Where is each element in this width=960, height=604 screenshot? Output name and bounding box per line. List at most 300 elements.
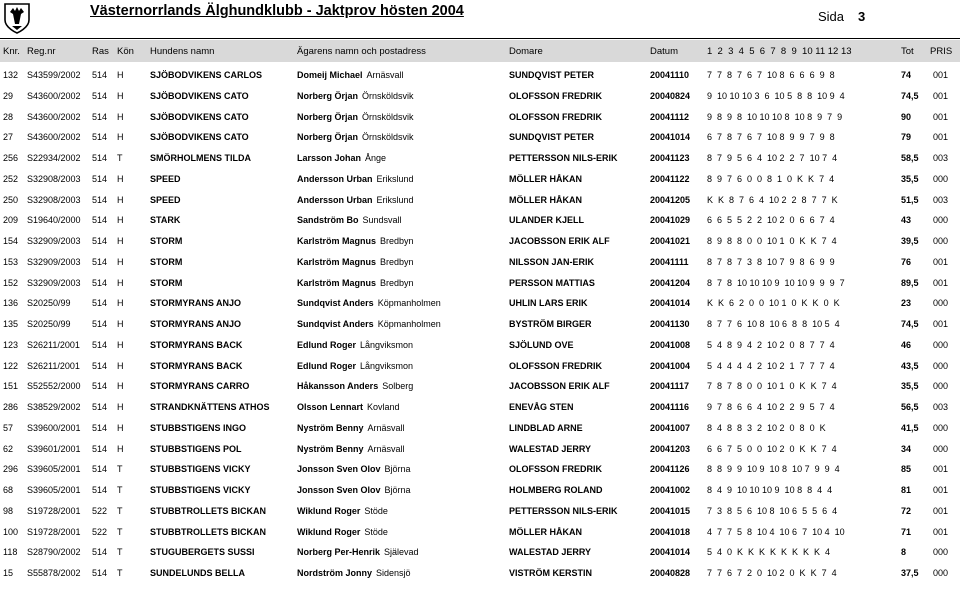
cell-knr: 209 [3,215,19,226]
cell-hund: SJÖBODVIKENS CATO [150,111,249,122]
cell-pris: 000 [933,568,949,578]
cell-scores: K K 8 7 6 4 10 2 2 8 7 7 K [707,194,838,205]
cell-scores: 6 7 8 7 6 7 10 8 9 9 7 9 8 [707,132,835,143]
cell-datum: 20041015 [650,505,691,516]
cell-scores: 6 6 5 5 2 2 10 2 0 6 6 7 4 [707,215,835,226]
cell-town: Bredbyn [380,236,414,246]
cell-hund: STUBBSTIGENS VICKY [150,464,251,475]
cell-owner: Norberg Örjan [297,132,359,143]
cell-scores: 9 8 9 8 10 10 10 8 10 8 9 7 9 [707,111,843,122]
cell-owner: Sundqvist Anders [297,319,374,329]
cell-owner: Larsson Johan [297,153,362,163]
cell-owner: Domeij Michael [297,70,363,80]
col-ras: Ras [92,46,109,57]
cell-ras: 514 [92,360,108,371]
cell-regnr: S32908/2003 [27,194,81,205]
cell-pris: 001 [933,277,949,288]
cell-ras: 514 [92,132,108,143]
cell-datum: 20041126 [650,464,690,475]
cell-domare: OLOFSSON FREDRIK [509,111,603,122]
table-row [0,274,960,295]
cell-hund: STUBBSTIGENS POL [150,443,242,454]
cell-knr: 296 [3,464,19,475]
cell-datum: 20041007 [650,422,691,433]
cell-knr: 135 [3,319,19,329]
cell-datum: 20041204 [650,277,691,288]
table-row [0,211,960,232]
cell-regnr: S39601/2001 [27,443,81,454]
cell-owner: Karlström Magnus [297,277,377,288]
cell-scores: 7 7 6 7 2 0 10 2 0 K K 7 4 [707,568,837,578]
cell-owner: Nordström Jonny [297,568,373,578]
cell-scores: 4 7 7 5 8 10 4 10 6 7 10 4 10 [707,526,845,537]
cell-ras: 514 [92,70,108,80]
table-row [0,419,960,440]
cell-town: Solberg [382,381,414,392]
cell-domare: BYSTRÖM BIRGER [509,319,592,329]
cell-domare: OLOFSSON FREDRIK [509,464,603,475]
cell-regnr: S32909/2003 [27,256,81,267]
cell-knr: 98 [3,505,14,516]
cell-scores: 8 7 8 7 3 8 10 7 9 8 6 9 9 [707,256,835,267]
cell-regnr: S43600/2002 [27,132,81,143]
cell-town: Själevad [384,547,419,558]
table-row [0,543,960,564]
cell-owner: Norberg Örjan [297,111,359,122]
table-row [0,149,960,170]
cell-tot: 71 [901,526,912,537]
table-row [0,170,960,191]
cell-regnr: S26211/2001 [27,339,80,350]
cell-ras: 514 [92,402,108,412]
cell-ras: 514 [92,173,108,184]
cell-ras: 514 [92,547,108,558]
cell-scores: 8 4 9 10 10 10 9 10 8 8 4 4 [707,485,833,495]
cell-town: Björna [384,464,411,475]
cell-pris: 001 [933,256,949,267]
cell-pris: 000 [933,339,949,350]
cell-pris: 000 [933,422,949,433]
cell-knr: 15 [3,568,14,578]
cell-town: Sundsvall [362,215,402,226]
cell-pris: 001 [933,132,949,143]
cell-tot: 39,5 [901,236,919,246]
cell-datum: 20041029 [650,215,691,226]
table-row [0,253,960,274]
cell-knr: 118 [3,547,18,558]
cell-domare: MÖLLER HÅKAN [509,194,582,205]
cell-town: Köpmanholmen [377,319,441,329]
cell-owner: Wiklund Roger [297,526,361,537]
cell-datum: 20041002 [650,485,691,495]
cell-tot: 35,5 [901,381,919,392]
cell-hund: SJÖBODVIKENS CATO [150,90,249,101]
cell-knr: 123 [3,339,19,350]
cell-tot: 51,5 [901,194,919,205]
cell-domare: LINDBLAD ARNE [509,422,583,433]
header-divider [0,38,960,39]
cell-pris: 000 [933,360,949,371]
cell-domare: MÖLLER HÅKAN [509,526,582,537]
cell-domare: OLOFSSON FREDRIK [509,90,603,101]
cell-pris: 001 [933,70,949,80]
cell-kon: T [117,153,123,163]
cell-knr: 132 [3,70,19,80]
cell-regnr: S32909/2003 [27,236,81,246]
cell-datum: 20041112 [650,111,690,122]
cell-domare: NILSSON JAN-ERIK [509,256,595,267]
cell-tot: 72 [901,505,912,516]
cell-knr: 57 [3,422,14,433]
cell-knr: 151 [3,381,19,392]
cell-kon: H [117,277,124,288]
cell-hund: SPEED [150,173,181,184]
cell-kon: H [117,339,124,350]
cell-regnr: S39600/2001 [27,422,81,433]
cell-pris: 000 [933,173,949,184]
cell-tot: 90 [901,111,912,122]
cell-tot: 85 [901,464,912,475]
table-row [0,87,960,108]
cell-tot: 79 [901,132,912,143]
cell-hund: STORM [150,256,183,267]
cell-domare: OLOFSSON FREDRIK [509,360,603,371]
cell-knr: 286 [3,402,19,412]
cell-scores: 8 4 8 8 3 2 10 2 0 8 0 K [707,422,826,433]
cell-owner: Edlund Roger [297,360,356,371]
cell-datum: 20041117 [650,381,690,392]
cell-ras: 514 [92,298,108,309]
cell-tot: 8 [901,547,907,558]
cell-pris: 000 [933,547,949,558]
cell-ras: 514 [92,215,108,226]
cell-ras: 514 [92,464,108,475]
cell-datum: 20041123 [650,153,690,163]
col-datum: Datum [650,46,678,57]
cell-town: Erikslund [376,194,414,205]
cell-owner: Norberg Per-Henrik [297,547,381,558]
cell-owner: Håkansson Anders [297,381,379,392]
cell-hund: SPEED [150,194,181,205]
cell-town: Arnäsvall [367,443,405,454]
table-row [0,481,960,502]
cell-kon: H [117,173,124,184]
cell-domare: JACOBSSON ERIK ALF [509,236,610,246]
cell-datum: 20041116 [650,402,690,412]
cell-datum: 20041021 [650,236,691,246]
cell-ras: 522 [92,505,108,516]
cell-town: Stöde [364,526,388,537]
cell-regnr: S22934/2002 [27,153,81,163]
cell-town: Bredbyn [380,277,414,288]
cell-hund: STORMYRANS CARRO [150,381,250,392]
cell-hund: STUBBTROLLETS BICKAN [150,526,266,537]
col-tot: Tot [901,46,914,57]
cell-kon: T [117,485,123,495]
cell-pris: 000 [933,215,949,226]
cell-knr: 136 [3,298,19,309]
cell-town: Björna [384,485,411,495]
cell-hund: STARK [150,215,181,226]
cell-scores: 5 4 8 9 4 2 10 2 0 8 7 7 4 [707,339,835,350]
club-logo [3,2,31,34]
cell-kon: T [117,526,123,537]
cell-datum: 20041111 [650,256,689,267]
cell-regnr: S20250/99 [27,298,71,309]
cell-scores: 6 6 7 5 0 0 10 2 0 K K 7 4 [707,443,837,454]
cell-kon: H [117,90,124,101]
results-table [0,66,960,585]
table-row [0,460,960,481]
cell-kon: H [117,360,124,371]
cell-pris: 000 [933,236,949,246]
page-title: Västernorrlands Älghundklubb - Jaktprov hösten 2004 [90,3,464,19]
col-hund: Hundens namn [150,46,215,57]
cell-town: Långviksmon [360,339,414,350]
cell-domare: WALESTAD JERRY [509,443,592,454]
cell-kon: H [117,236,124,246]
cell-pris: 001 [933,505,949,516]
col-domare: Domare [509,46,543,57]
cell-town: Sidensjö [376,568,411,578]
cell-datum: 20041130 [650,319,690,329]
cell-knr: 252 [3,173,19,184]
table-row [0,440,960,461]
cell-owner: Nyström Benny [297,443,364,454]
cell-kon: H [117,215,124,226]
cell-owner: Karlström Magnus [297,236,377,246]
cell-regnr: S19728/2001 [27,526,81,537]
cell-hund: SMÖRHOLMENS TILDA [150,153,251,163]
cell-scores: 7 7 8 7 6 7 10 8 6 6 6 9 8 [707,70,835,80]
page-label: Sida [818,9,845,24]
cell-domare: SUNDQVIST PETER [509,70,595,80]
cell-pris: 000 [933,381,949,392]
cell-tot: 35,5 [901,173,919,184]
table-row [0,357,960,378]
cell-ras: 514 [92,256,108,267]
cell-scores: 9 7 8 6 6 4 10 2 2 9 5 7 4 [707,402,835,412]
cell-scores: 8 9 8 8 0 0 10 1 0 K K 7 4 [707,236,837,246]
cell-hund: STORM [150,277,183,288]
cell-datum: 20040824 [650,90,691,101]
cell-owner: Jonsson Sven Olov [297,464,381,475]
cell-owner: Norberg Örjan [297,90,359,101]
cell-owner: Wiklund Roger [297,505,361,516]
cell-ras: 514 [92,194,108,205]
cell-town: Köpmanholmen [377,298,441,309]
cell-pris: 000 [933,443,949,454]
cell-datum: 20041203 [650,443,691,454]
cell-datum: 20041014 [650,547,691,558]
cell-kon: H [117,443,124,454]
cell-hund: STRANDKNÄTTENS ATHOS [150,402,270,412]
cell-datum: 20040828 [650,568,691,578]
col-moment: 1 2 3 4 5 6 7 8 9 10 11 12 13 [707,46,852,57]
cell-tot: 76 [901,256,912,267]
cell-domare: SUNDQVIST PETER [509,132,595,143]
cell-ras: 522 [92,526,108,537]
cell-domare: UHLIN LARS ERIK [509,298,588,309]
cell-town: Långviksmon [360,360,414,371]
cell-datum: 20041008 [650,339,691,350]
cell-regnr: S19728/2001 [27,505,81,516]
column-header-bar [0,40,960,62]
cell-regnr: S28790/2002 [27,547,81,558]
cell-datum: 20041018 [650,526,691,537]
cell-tot: 37,5 [901,568,919,578]
cell-pris: 003 [933,153,949,163]
cell-ras: 514 [92,236,108,246]
cell-kon: H [117,111,124,122]
cell-domare: PETTERSSON NILS-ERIK [509,153,618,163]
cell-kon: T [117,547,123,558]
col-pris: PRIS [930,46,953,57]
cell-knr: 62 [3,443,14,454]
cell-ras: 514 [92,568,108,578]
cell-datum: 20041014 [650,298,691,309]
cell-datum: 20041110 [650,70,690,80]
cell-pris: 001 [933,464,949,475]
cell-kon: H [117,132,124,143]
cell-hund: STUBBSTIGENS INGO [150,422,247,433]
cell-knr: 28 [3,111,14,122]
cell-tot: 89,5 [901,277,919,288]
cell-regnr: S32909/2003 [27,277,81,288]
cell-hund: SJÖBODVIKENS CARLOS [150,70,263,80]
cell-scores: 9 10 10 10 3 6 10 5 8 8 10 9 4 [707,90,845,101]
cell-domare: WALESTAD JERRY [509,547,592,558]
cell-domare: SJÖLUND OVE [509,339,574,350]
cell-town: Erikslund [376,173,414,184]
page-indicator [818,9,865,24]
table-row [0,564,960,585]
cell-town: Ånge [365,153,387,163]
cell-knr: 250 [3,194,19,205]
cell-pris: 003 [933,402,949,412]
cell-ras: 514 [92,90,108,101]
cell-ras: 514 [92,443,108,454]
cell-kon: T [117,568,123,578]
cell-tot: 34 [901,443,912,454]
cell-domare: MÖLLER HÅKAN [509,173,582,184]
col-agare: Ägarens namn och postadress [297,46,426,57]
table-row [0,232,960,253]
cell-ras: 514 [92,319,108,329]
col-knr: Knr. [3,46,20,57]
cell-pris: 001 [933,319,949,329]
cell-hund: SJÖBODVIKENS CATO [150,132,249,143]
cell-knr: 29 [3,90,14,101]
cell-pris: 001 [933,526,949,537]
cell-town: Bredbyn [380,256,414,267]
cell-scores: K K 6 2 0 0 10 1 0 K K 0 K [707,298,840,309]
cell-owner: Sandström Bo [297,215,359,226]
cell-knr: 68 [3,485,14,495]
cell-regnr: S39605/2001 [27,485,81,495]
table-row [0,336,960,357]
cell-owner: Nyström Benny [297,422,364,433]
cell-domare: PETTERSSON NILS-ERIK [509,505,618,516]
cell-ras: 514 [92,422,108,433]
cell-hund: STORM [150,236,183,246]
cell-pris: 003 [933,194,949,205]
cell-tot: 58,5 [901,153,919,163]
cell-kon: H [117,381,124,392]
table-row [0,66,960,87]
cell-knr: 100 [3,526,19,537]
cell-kon: H [117,70,124,80]
cell-kon: H [117,319,124,329]
table-row [0,191,960,212]
cell-regnr: S43600/2002 [27,111,81,122]
table-row [0,398,960,419]
cell-tot: 81 [901,485,912,495]
cell-regnr: S20250/99 [27,319,71,329]
cell-tot: 41,5 [901,422,919,433]
cell-owner: Karlström Magnus [297,256,377,267]
cell-hund: STUGUBERGETS SUSSI [150,547,255,558]
table-row [0,502,960,523]
cell-hund: STORMYRANS ANJO [150,298,242,309]
col-regnr: Reg.nr [27,46,56,57]
cell-kon: H [117,256,124,267]
table-row [0,523,960,544]
cell-ras: 514 [92,381,108,392]
cell-domare: ENEVÅG STEN [509,402,574,412]
cell-domare: VISTRÖM KERSTIN [509,568,593,578]
cell-scores: 8 7 7 6 10 8 10 6 8 8 10 5 4 [707,319,840,329]
cell-tot: 74,5 [901,319,919,329]
cell-regnr: S55878/2002 [27,568,81,578]
cell-pris: 001 [933,485,949,495]
page-number: 3 [858,9,866,24]
cell-town: Stöde [364,505,388,516]
cell-pris: 001 [933,90,949,101]
cell-pris: 000 [933,298,949,309]
cell-kon: T [117,505,123,516]
cell-regnr: S26211/2001 [27,360,80,371]
cell-tot: 46 [901,339,912,350]
col-kon: Kön [117,46,134,57]
cell-knr: 153 [3,256,19,267]
cell-tot: 43 [901,215,912,226]
cell-regnr: S39605/2001 [27,464,81,475]
cell-regnr: S43600/2002 [27,90,81,101]
cell-scores: 8 9 7 6 0 0 8 1 0 K K 7 4 [707,173,835,184]
table-row [0,377,960,398]
table-row [0,294,960,315]
cell-owner: Edlund Roger [297,339,356,350]
table-row [0,315,960,336]
cell-scores: 8 8 9 9 10 9 10 8 10 7 9 9 4 [707,464,840,475]
cell-regnr: S38529/2002 [27,402,81,412]
cell-tot: 43,5 [901,360,919,371]
cell-town: Kovland [367,402,400,412]
cell-kon: H [117,402,124,412]
cell-town: Örnsköldsvik [362,111,414,122]
cell-datum: 20041122 [650,173,690,184]
cell-knr: 154 [3,236,19,246]
cell-knr: 256 [3,153,19,163]
cell-scores: 5 4 4 4 4 2 10 2 1 7 7 7 4 [707,360,835,371]
cell-ras: 514 [92,339,108,350]
cell-regnr: S52552/2000 [27,381,81,392]
cell-datum: 20041014 [650,132,691,143]
cell-ras: 514 [92,111,108,122]
cell-scores: 7 8 7 8 0 0 10 1 0 K K 7 4 [707,381,837,392]
cell-town: Örnsköldsvik [362,90,414,101]
